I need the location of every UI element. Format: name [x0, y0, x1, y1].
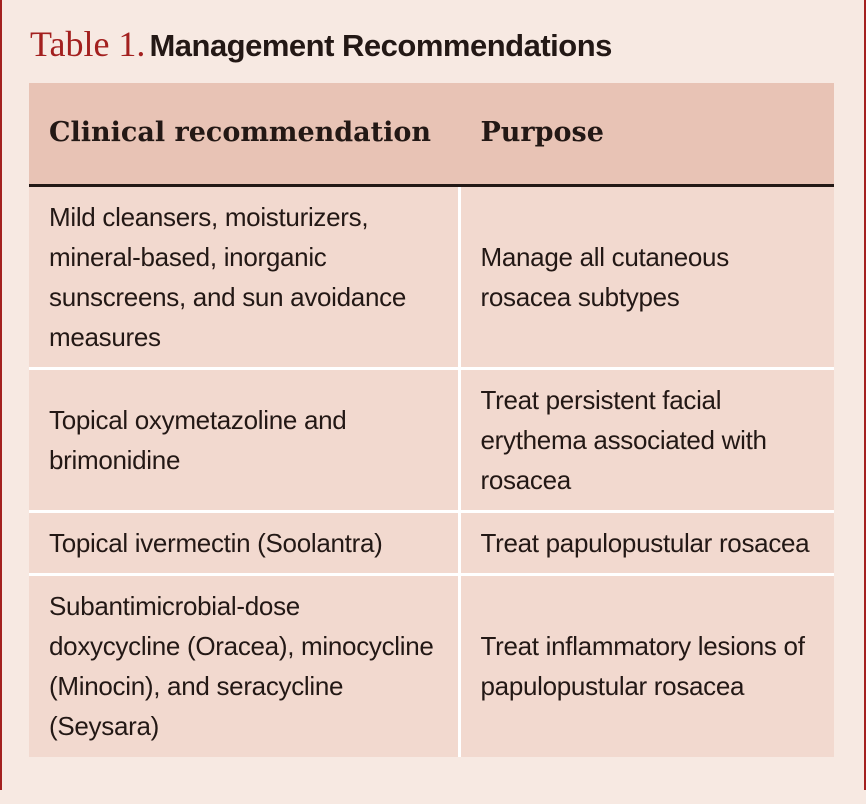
table-row: [29, 185, 834, 368]
column-header-recommendation: Clinical recommendation: [29, 83, 459, 185]
column-header-purpose: Purpose: [459, 83, 834, 185]
frame-border-left: [0, 0, 2, 790]
table-title: Management Recommendations: [149, 28, 612, 63]
recommendation-cell: Subantimicrobial-dose doxycycline (Oracea), minocycline (Minocin), and seracycline (Seysara): [29, 574, 459, 757]
purpose-cell: Treat persistent facial erythema associated with rosacea: [459, 368, 834, 511]
table-row: [29, 574, 834, 757]
purpose-cell: Treat papulopustular rosacea: [459, 511, 834, 574]
table-row: [29, 511, 834, 574]
recommendation-cell: Topical ivermectin (Soolantra): [29, 511, 459, 574]
purpose-cell: Manage all cutaneous rosacea subtypes: [459, 185, 834, 368]
table-number: Table 1.: [30, 24, 146, 64]
management-table: [29, 83, 834, 757]
recommendation-cell: Topical oxymetazoline and brimonidine: [29, 368, 459, 511]
table-row: [29, 368, 834, 511]
table-header-row: [29, 83, 834, 185]
table-caption: [30, 22, 612, 66]
recommendation-cell: Mild cleansers, moisturizers, mineral-based, inorganic sunscreens, and sun avoidance measures: [29, 185, 459, 368]
purpose-cell: Treat inflammatory lesions of papulopustular rosacea: [459, 574, 834, 757]
